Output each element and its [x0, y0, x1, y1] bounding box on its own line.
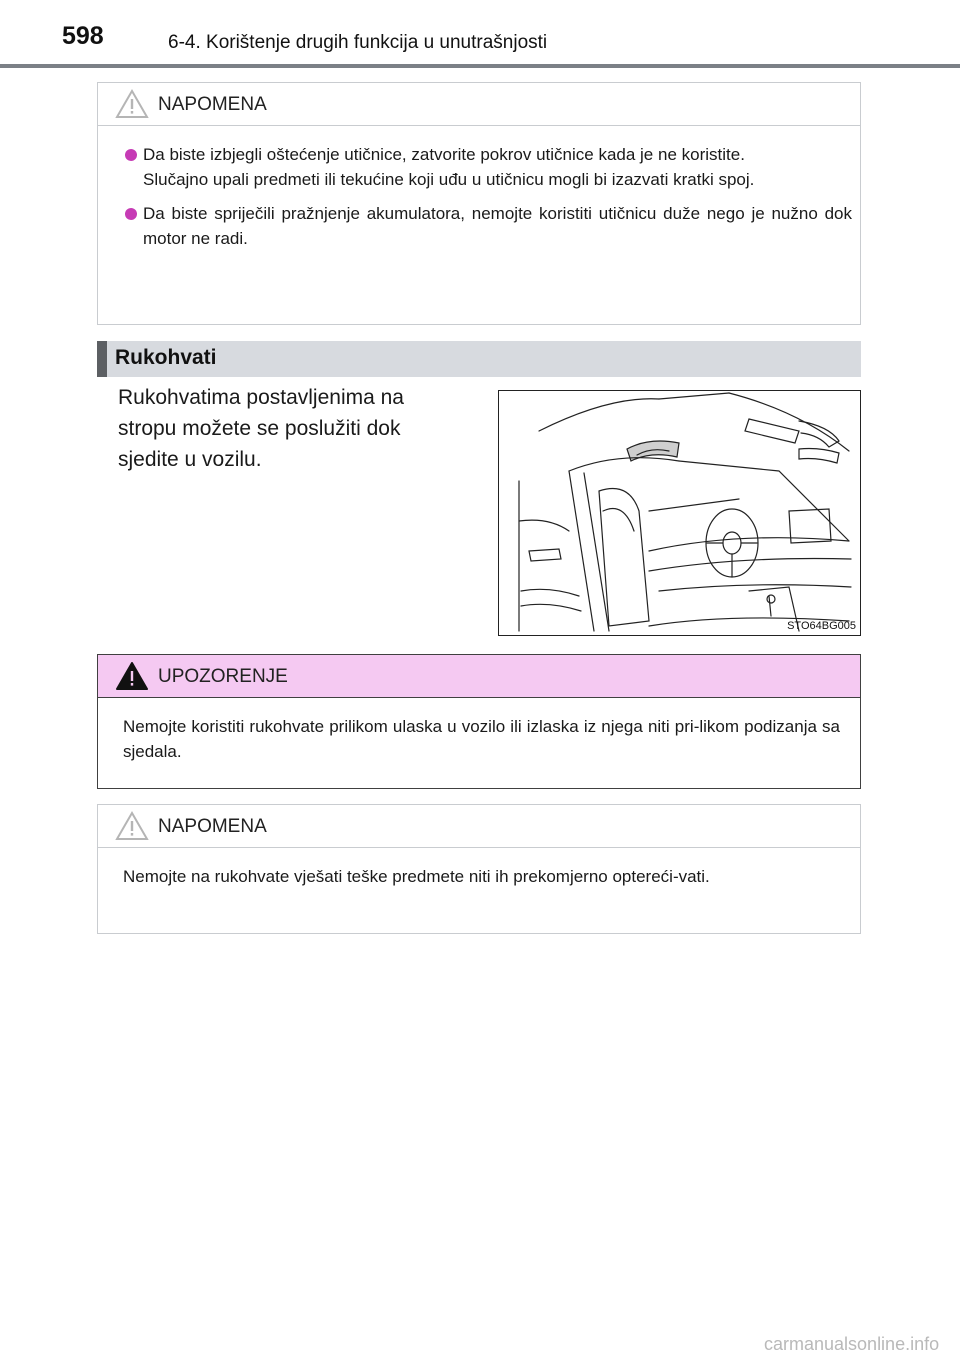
header-rule [0, 64, 960, 68]
note-box-header [98, 83, 860, 126]
caution-triangle-outline-icon [115, 88, 149, 120]
note-bullet-item [123, 201, 852, 251]
figure-code: STO64BG005 [787, 620, 856, 632]
subheading-rukohvati [97, 341, 861, 377]
car-interior-grab-handle-illustration [499, 391, 862, 637]
warning-triangle-filled-icon [115, 660, 149, 692]
note-label: NAPOMENA [158, 816, 267, 837]
note-bullet-text: Da biste izbjegli oštećenje utičnice, zatvorite pokrov utičnice kada je ne koristite. [143, 145, 745, 164]
subheading-text: Rukohvati [115, 346, 217, 369]
intro-paragraph: Rukohvatima postavljenima na stropu možete se poslužiti dok sjedite u vozilu. [118, 386, 404, 471]
warning-text: Nemojte koristiti rukohvate prilikom ulaska u vozilo ili izlaska iz njega niti pri-likom podizanja sa sjedala. [123, 717, 840, 761]
note-text: Nemojte na rukohvate vješati teške predmete niti ih prekomjerno optereći-vati. [123, 867, 710, 886]
note-bullet-item [123, 142, 852, 192]
warning-box [97, 654, 861, 789]
page-number: 598 [62, 22, 104, 50]
note-box-socket [97, 82, 861, 325]
watermark: carmanualsonline.info [764, 1334, 940, 1354]
car-interior-illustration [498, 390, 861, 636]
note-bullet-text: Slučajno upali predmeti ili tekućine koji uđu u utičnicu mogli bi izazvati kratki spoj. [143, 170, 755, 189]
note-box-grab-handles [97, 804, 861, 934]
bullet-dot-icon [125, 149, 137, 161]
note-bullet-text: Da biste spriječili pražnjenje akumulatora, nemojte koristiti utičnicu duže nego je nužno dok motor ne radi. [143, 204, 852, 248]
section-title: 6-4. Korištenje drugih funkcija u unutrašnjosti [168, 32, 548, 53]
note-box-body [98, 848, 860, 907]
note-box-header [98, 805, 860, 848]
bullet-dot-icon [125, 208, 137, 220]
caution-triangle-outline-icon [115, 810, 149, 842]
note-label: NAPOMENA [158, 94, 267, 115]
warning-box-header [98, 655, 860, 698]
warning-box-body [98, 698, 860, 782]
warning-label: UPOZORENJE [158, 666, 288, 687]
note-box-body [98, 126, 860, 269]
